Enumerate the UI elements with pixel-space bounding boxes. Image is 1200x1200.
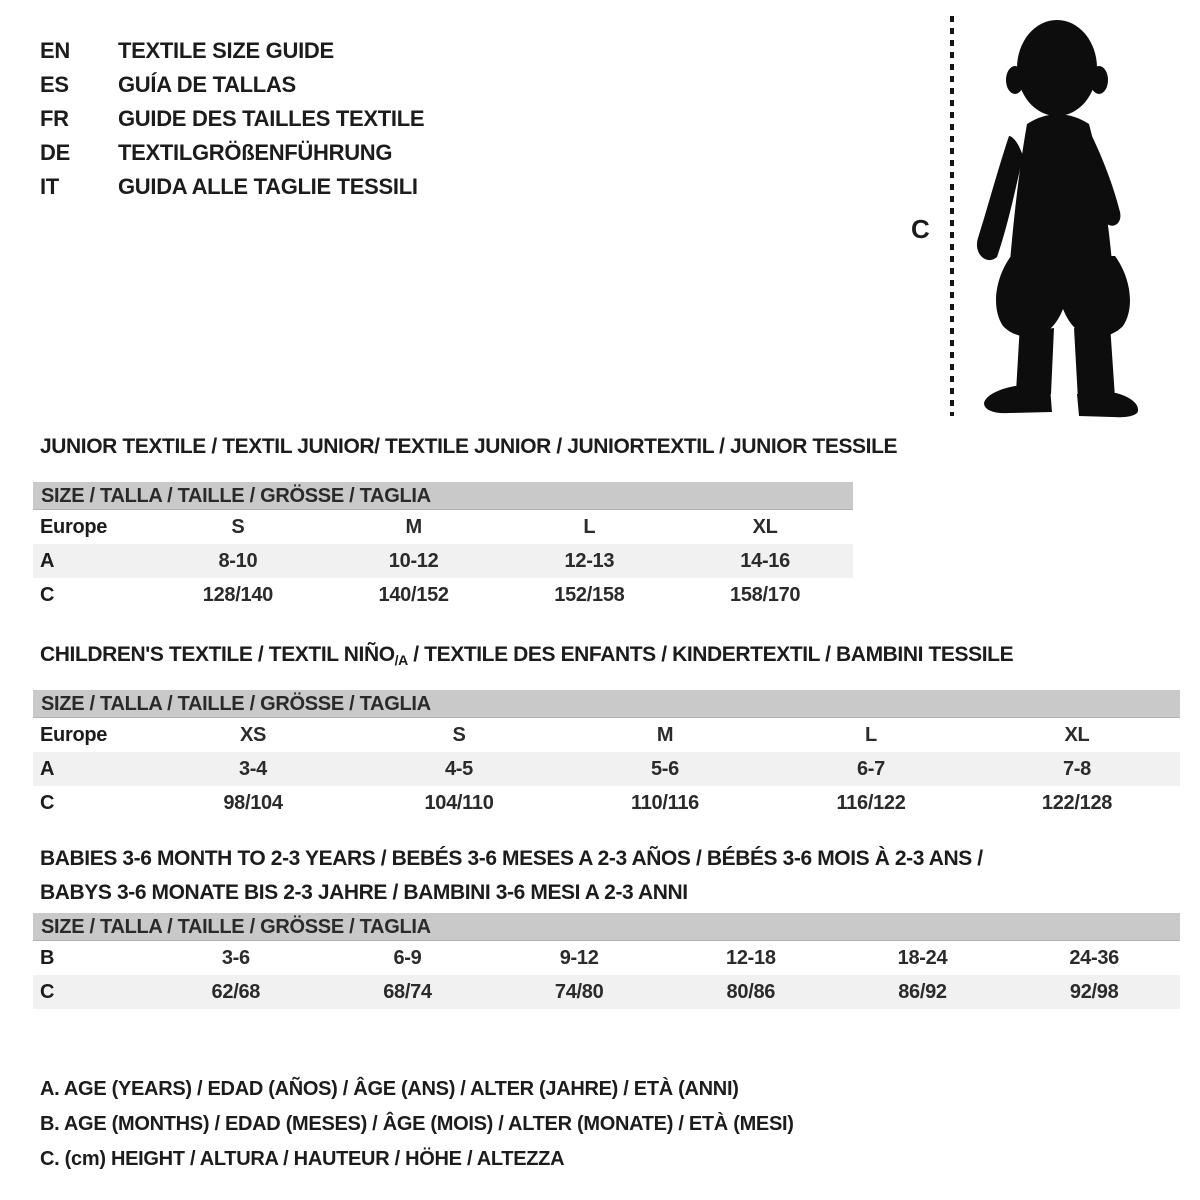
cell: 18-24 [897,946,948,969]
cell: 3-4 [238,757,267,780]
cell: 12-18 [726,946,776,969]
cell: 24-36 [1069,946,1119,969]
cell: 122/128 [1041,791,1113,814]
junior-size-header: SIZE / TALLA / TAILLE / GRÖSSE / TAGLIA [33,482,853,510]
legend-line-a: A. AGE (YEARS) / EDAD (AÑOS) / ÂGE (ANS) / ALTER (JAHRE) / ETÀ (ANNI) [40,1078,739,1100]
cell: 152/158 [554,583,625,606]
cell: 62/68 [211,980,261,1003]
height-measure-label: C [911,214,930,244]
cell: M [656,723,674,746]
row-label: C [40,980,55,1003]
row-label: B [40,946,55,969]
cell: 5-6 [650,757,679,780]
cell: 6-7 [856,757,885,780]
cell: 3-6 [221,946,250,969]
row-label: A [40,757,55,780]
children-title [40,644,1180,666]
table-row [33,544,853,578]
language-title: GUIDA ALLE TAGLIE TESSILI [118,174,418,199]
table-row [33,975,1180,1009]
cell: M [405,515,422,538]
cell: 10-12 [388,549,439,572]
table-row [33,752,1180,786]
height-figure [905,14,1185,424]
legend-line-b: B. AGE (MONTHS) / EDAD (MESES) / ÂGE (MOIS) / ALTER (MONATE) / ETÀ (MESI) [40,1113,794,1135]
language-row-de [40,136,424,170]
language-row-es [40,68,424,102]
junior-section [33,435,898,612]
height-dashed-line-icon [950,16,954,416]
row-label: Europe [40,723,108,746]
cell: 8-10 [218,549,258,572]
cell: 110/116 [631,791,699,814]
cell: 9-12 [559,946,599,969]
cell: 4-5 [444,757,473,780]
cell: L [583,515,596,538]
cell: 116/122 [836,791,906,814]
language-code: EN [40,38,70,63]
table-row [33,578,853,612]
cell: 74/80 [554,980,604,1003]
cell: 6-9 [393,946,422,969]
cell: XL [752,515,778,538]
cell: 104/110 [424,791,494,814]
children-size-header: SIZE / TALLA / TAILLE / GRÖSSE / TAGLIA [33,690,1180,718]
junior-title: JUNIOR TEXTILE / TEXTIL JUNIOR/ TEXTILE JUNIOR / JUNIORTEXTIL / JUNIOR TESSILE [40,435,898,458]
language-title: GUIDE DES TAILLES TEXTILE [118,106,425,131]
cell: 158/170 [730,583,801,606]
cell: S [231,515,245,538]
row-label: Europe [40,515,108,538]
cell: 12-13 [564,549,615,572]
language-title: TEXTILGRÖßENFÜHRUNG [118,140,393,165]
table-row [33,718,1180,752]
cell: 7-8 [1062,757,1091,780]
table-row [33,941,1180,975]
children-title-sub: /A [394,652,408,668]
cell: S [452,723,466,746]
cell: 128/140 [202,583,273,606]
toddler-silhouette-icon [963,14,1163,419]
table-row [33,786,1180,820]
row-label: C [40,791,55,814]
language-code: ES [40,72,69,97]
language-row-en [40,34,424,68]
language-code: DE [40,140,70,165]
children-title-rest: / TEXTILE DES ENFANTS / KINDERTEXTIL / BAMBINI TESSILE [407,643,1014,666]
cell: 92/98 [1069,980,1119,1003]
cell: 80/86 [726,980,776,1003]
language-code: FR [40,106,69,131]
language-title: TEXTILE SIZE GUIDE [118,38,334,63]
cell: XL [1064,723,1090,746]
babies-section [33,848,1180,1009]
row-label: C [40,583,55,606]
legend [40,1072,794,1177]
cell: 98/104 [223,791,283,814]
cell: L [865,723,877,746]
language-title: GUÍA DE TALLAS [118,72,296,97]
language-row-fr [40,102,424,136]
row-label: A [40,549,55,572]
cell: 86/92 [898,980,947,1003]
babies-title-line1: BABIES 3-6 MONTH TO 2-3 YEARS / BEBÉS 3-6 MESES A 2-3 AÑOS / BÉBÉS 3-6 MOIS À 2-3 ANS / [40,847,983,870]
language-code: IT [40,174,59,199]
language-row-it [40,170,424,204]
table-row [33,510,853,544]
cell: 14-16 [740,549,790,572]
children-section [33,644,1180,820]
legend-line-c: C. (cm) HEIGHT / ALTURA / HAUTEUR / HÖHE / ALTEZZA [40,1148,565,1170]
cell: 140/152 [378,583,449,606]
cell: 68/74 [383,980,432,1003]
babies-title-line2: BABYS 3-6 MONATE BIS 2-3 JAHRE / BAMBINI 3-6 MESI A 2-3 ANNI [40,881,688,904]
babies-size-header: SIZE / TALLA / TAILLE / GRÖSSE / TAGLIA [33,913,1180,941]
children-title-main: CHILDREN'S TEXTILE / TEXTIL NIÑO [40,643,395,666]
cell: XS [239,723,267,746]
language-list [40,34,424,204]
